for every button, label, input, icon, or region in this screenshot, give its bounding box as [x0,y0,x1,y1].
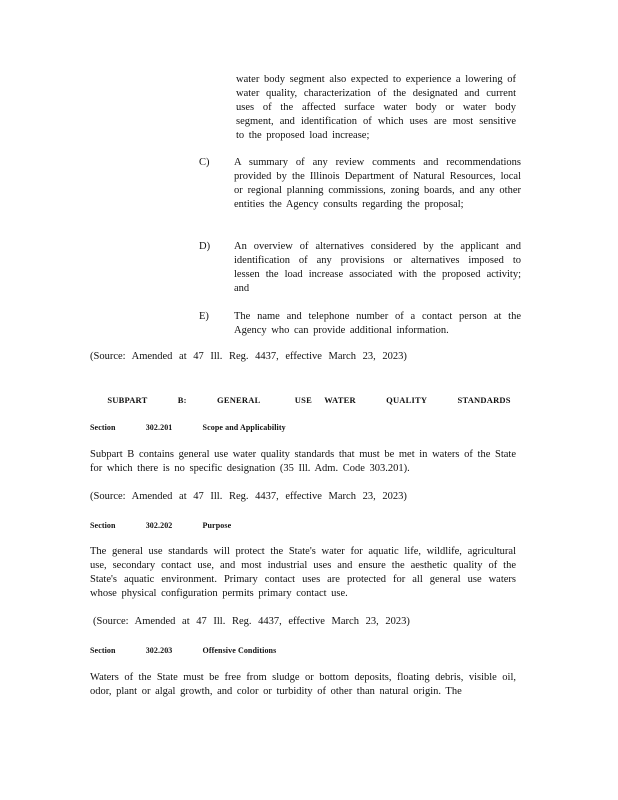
section-number: 302.201 [145,423,173,432]
section-number: 302.202 [145,521,173,530]
subpart-word: USE [294,395,312,405]
item-text: A summary of any review comments and recommendations provided by the Illinois Department of Natural Resources, local or regional planning commissions, zoning boards, and any other entities the Agency consults regarding the proposal; [234,157,521,210]
item-label: C) [199,157,210,168]
section-heading [90,423,314,432]
subpart-word: B: [177,395,187,405]
subpart-word: QUALITY [386,395,428,405]
continuation-paragraph: water body segment also expected to experience a lowering of water quality, characterization of the designated and current uses of the affected surface water body or water body segment, and identification of which uses are most sensitive to the proposed load increase; [236,74,516,141]
section-heading [90,646,304,655]
section-label: Section [90,646,116,655]
subpart-heading [0,395,618,405]
section-title: Purpose [202,521,232,530]
source-note: (Source: Amended at 47 Ill. Reg. 4437, effective March 23, 2023) [90,351,407,362]
section-label: Section [90,521,116,530]
subpart-word: GENERAL [217,395,261,405]
section-title: Scope and Applicability [202,423,286,432]
item-text: The name and telephone number of a contact person at the Agency who can provide additional information. [234,311,521,336]
source-note: (Source: Amended at 47 Ill. Reg. 4437, effective March 23, 2023) [90,491,407,502]
section-number: 302.203 [145,646,173,655]
section-label: Section [90,423,116,432]
subpart-word: STANDARDS [457,395,511,405]
item-label: D) [199,241,211,252]
section-paragraph: The general use standards will protect the State's water for aquatic life, wildlife, agricultural use, secondary contact use, and most industrial uses and ensure the aesthetic quality of the State's aquatic environment. Primary contact uses are protected for all general use waters whose physical configuration permits primary contact use. [90,546,516,599]
subpart-word: SUBPART [107,395,148,405]
section-title: Offensive Conditions [202,646,277,655]
source-note: (Source: Amended at 47 Ill. Reg. 4437, effective March 23, 2023) [93,616,410,627]
item-label: E) [199,311,209,322]
section-heading [90,521,259,530]
section-paragraph: Subpart B contains general use water quality standards that must be met in waters of the State for which there is no specific designation (35 Ill. Adm. Code 303.201). [90,449,516,474]
subpart-word: WATER [324,395,356,405]
item-text: An overview of alternatives considered by the applicant and identification of any provisions or alternatives imposed to lessen the load increase associated with the proposed activity; and [234,241,521,294]
section-paragraph: Waters of the State must be free from sludge or bottom deposits, floating debris, visible oil, odor, plant or algal growth, and color or turbidity of other than natural origin. The [90,672,516,697]
